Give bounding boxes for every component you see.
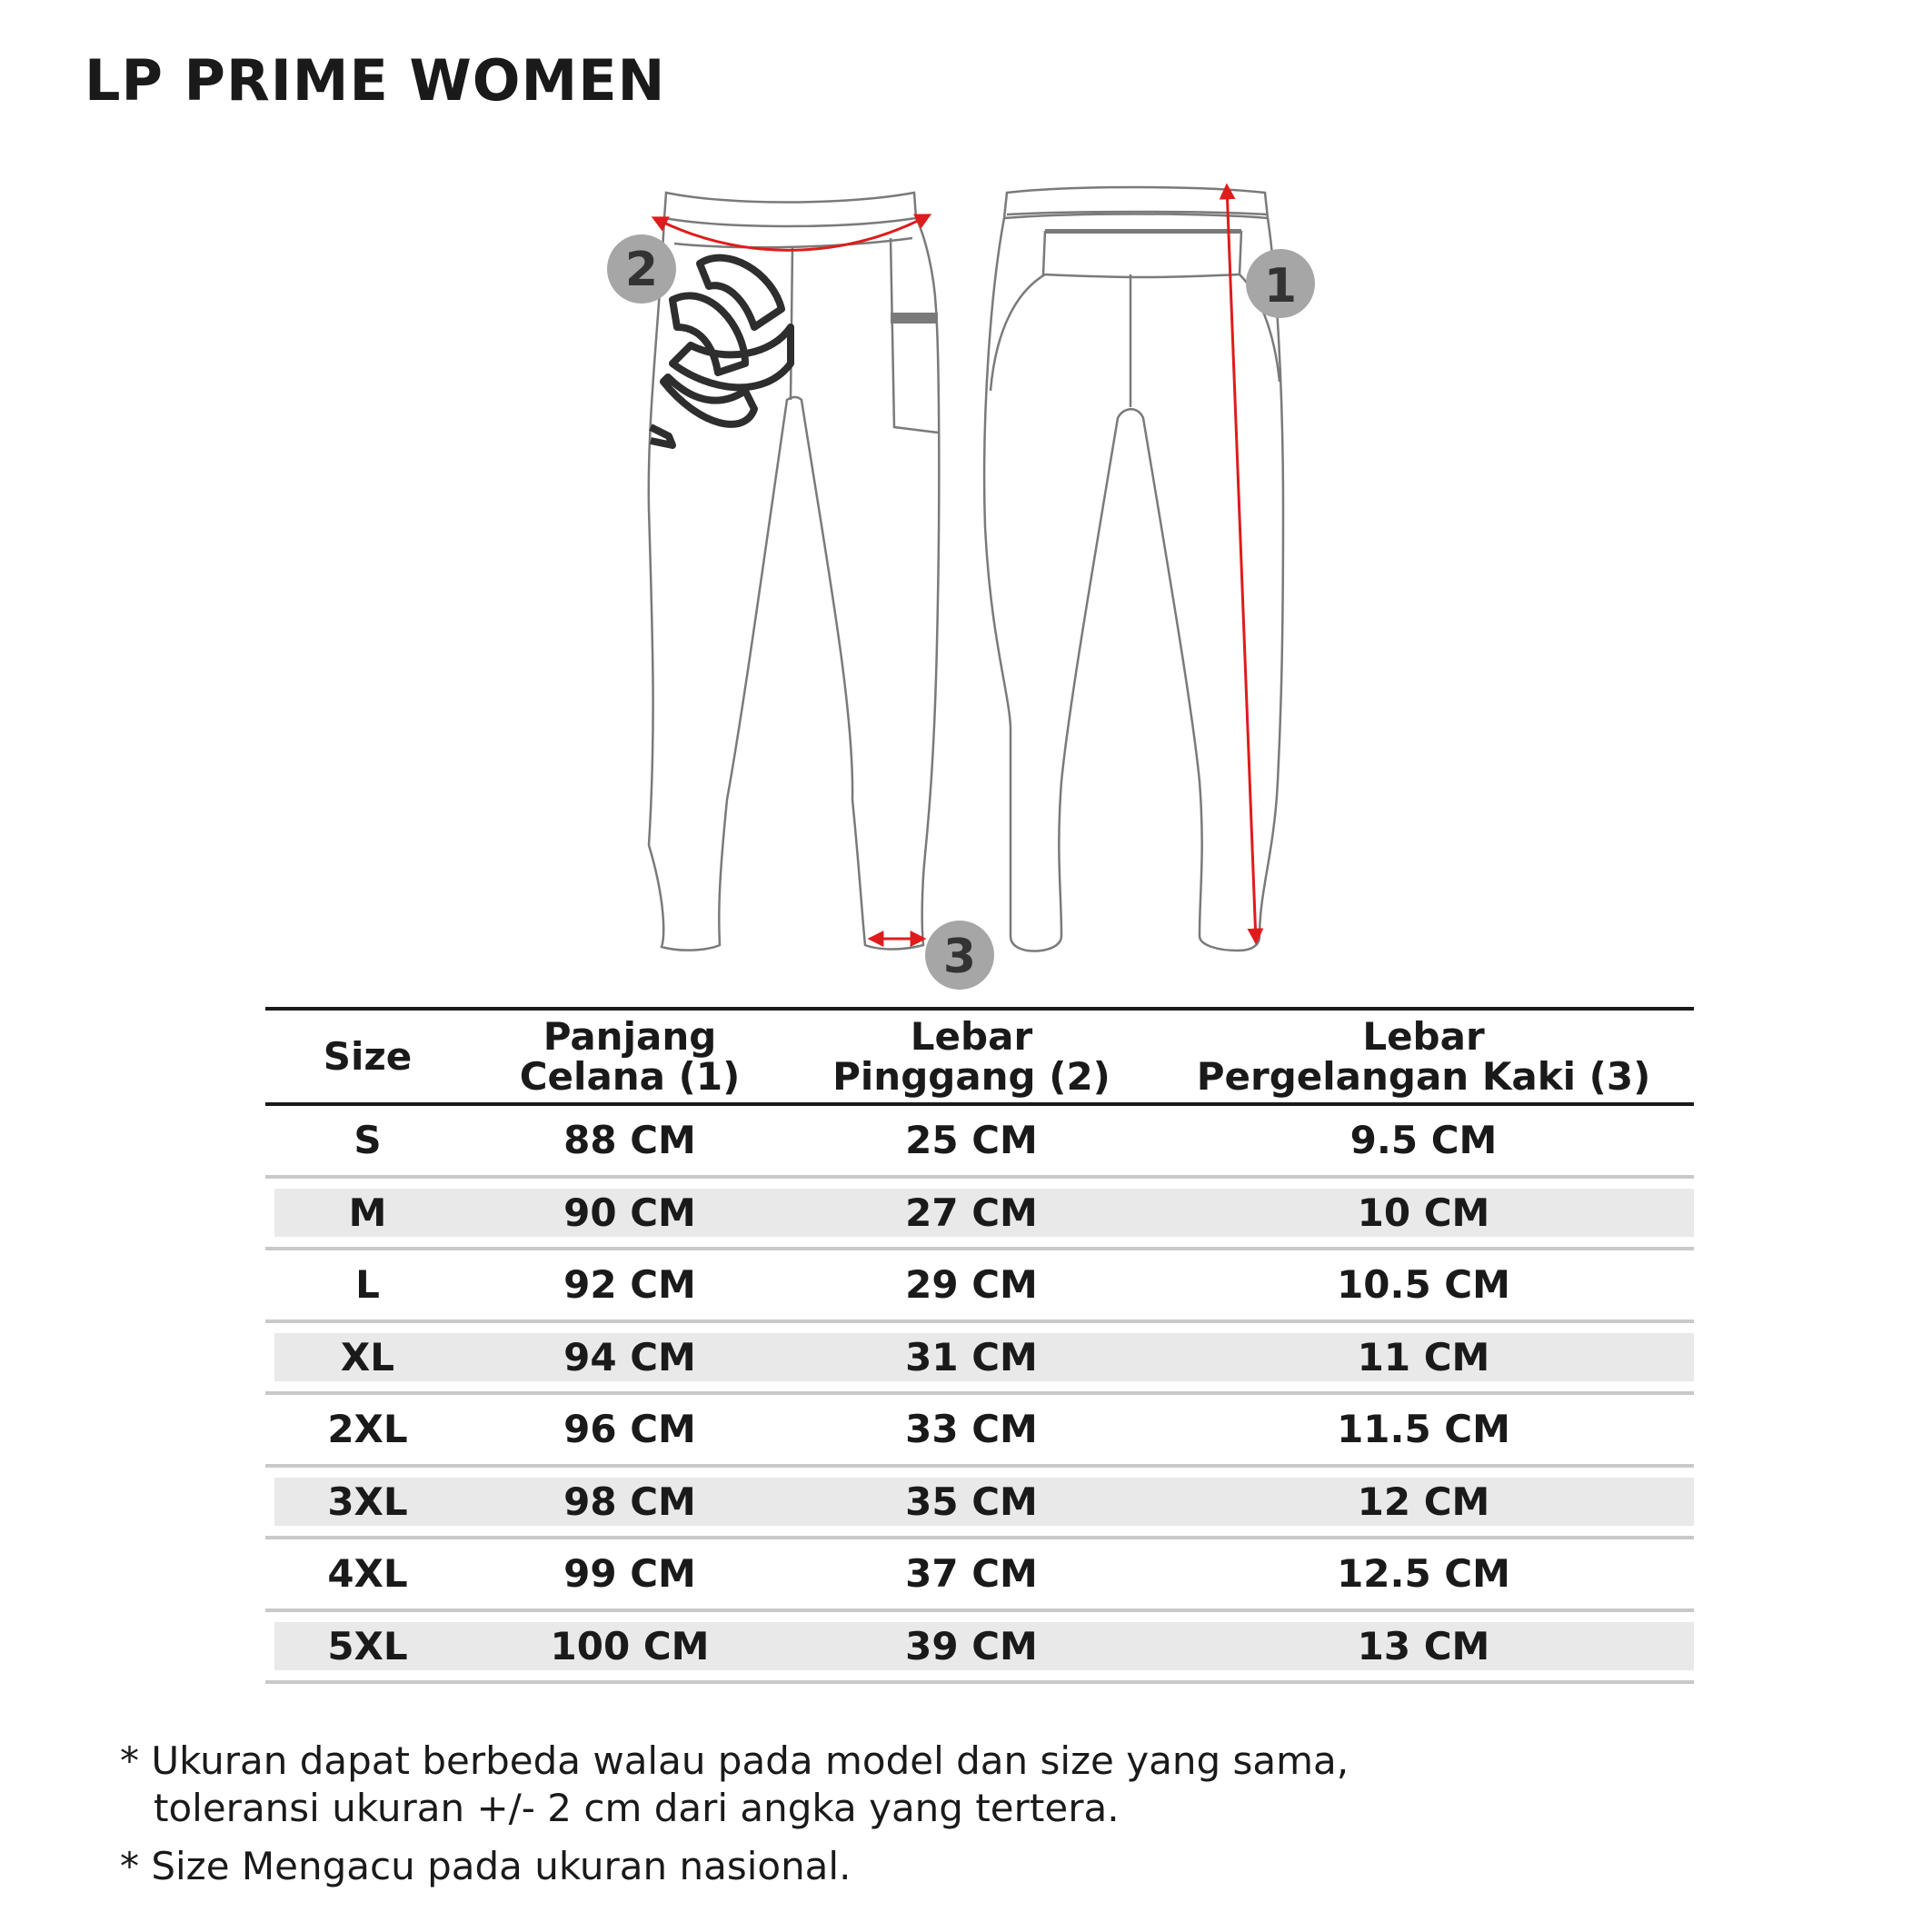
cell-panjang: 90 CM [563, 1190, 696, 1235]
cell-panjang: 100 CM [550, 1623, 710, 1668]
footnote-line: * Size Mengacu pada ukuran nasional. [120, 1844, 851, 1888]
cell-pinggang: 29 CM [905, 1262, 1038, 1308]
footnote-line: toleransi ukuran +/- 2 cm dari angka yang tertera. [154, 1786, 1120, 1830]
back-waist-seam [1045, 229, 1241, 234]
cell-pinggang: 35 CM [905, 1479, 1038, 1524]
table-row [265, 1106, 1694, 1179]
header-panjang-celana: Panjang Celana (1) [519, 1013, 741, 1099]
cell-size: 4XL [327, 1551, 408, 1597]
cell-pergelangan: 10.5 CM [1337, 1262, 1510, 1308]
marker-1 [1246, 249, 1315, 318]
table-row [265, 1468, 1694, 1540]
cell-size: S [354, 1118, 382, 1163]
cell-panjang: 99 CM [563, 1551, 696, 1597]
cell-size: 3XL [327, 1479, 408, 1524]
header-lebar-pergelangan-kaki: Lebar Pergelangan Kaki (3) [1196, 1013, 1651, 1099]
cell-size: 2XL [327, 1407, 408, 1452]
svg-text:3: 3 [942, 930, 977, 984]
table-row [265, 1250, 1694, 1323]
cell-panjang: 96 CM [563, 1407, 696, 1452]
footnotes [120, 1738, 1349, 1890]
cell-pergelangan: 11 CM [1357, 1334, 1490, 1379]
table-header [265, 1007, 1694, 1106]
cell-pergelangan: 11.5 CM [1337, 1407, 1510, 1452]
cell-size: L [355, 1262, 380, 1308]
page-title: LP PRIME WOMEN [85, 47, 666, 114]
header-size: Size [323, 1033, 413, 1079]
cell-size: 5XL [327, 1623, 408, 1668]
cell-pinggang: 33 CM [905, 1407, 1038, 1452]
cell-pinggang: 31 CM [905, 1334, 1038, 1379]
header-lebar-pinggang: Lebar Pinggang (2) [832, 1013, 1110, 1099]
cell-panjang: 98 CM [563, 1479, 696, 1524]
footnote-line: * Ukuran dapat berbeda walau pada model dan size yang sama, [120, 1738, 1349, 1783]
cell-pinggang: 27 CM [905, 1190, 1038, 1235]
cell-pergelangan: 12.5 CM [1337, 1551, 1510, 1597]
svg-text:1: 1 [1263, 259, 1298, 314]
cell-pinggang: 25 CM [905, 1118, 1038, 1163]
svg-text:2: 2 [624, 243, 659, 297]
footnote-national-size [120, 1843, 1349, 1890]
cell-panjang: 92 CM [563, 1262, 696, 1308]
marker-2 [607, 234, 676, 304]
table-row [265, 1612, 1694, 1685]
pocket-stripe [891, 313, 938, 324]
table-row [265, 1395, 1694, 1468]
table-row [265, 1179, 1694, 1251]
cell-pergelangan: 12 CM [1357, 1479, 1490, 1524]
pants-back-view [984, 187, 1283, 951]
footnote-tolerance [120, 1738, 1349, 1832]
cell-pergelangan: 10 CM [1357, 1190, 1490, 1235]
cell-panjang: 94 CM [563, 1334, 696, 1379]
table-row [265, 1323, 1694, 1396]
cell-pergelangan: 13 CM [1357, 1623, 1490, 1668]
cell-size: XL [340, 1334, 395, 1379]
table-row [265, 1539, 1694, 1612]
cell-pinggang: 39 CM [905, 1623, 1038, 1668]
cell-pinggang: 37 CM [905, 1551, 1038, 1597]
cell-pergelangan: 9.5 CM [1349, 1118, 1498, 1163]
size-chart-table [265, 1007, 1694, 1684]
pants-front-view [649, 193, 940, 951]
cell-size: M [348, 1190, 387, 1235]
cell-panjang: 88 CM [563, 1118, 696, 1163]
marker-3 [925, 921, 994, 990]
